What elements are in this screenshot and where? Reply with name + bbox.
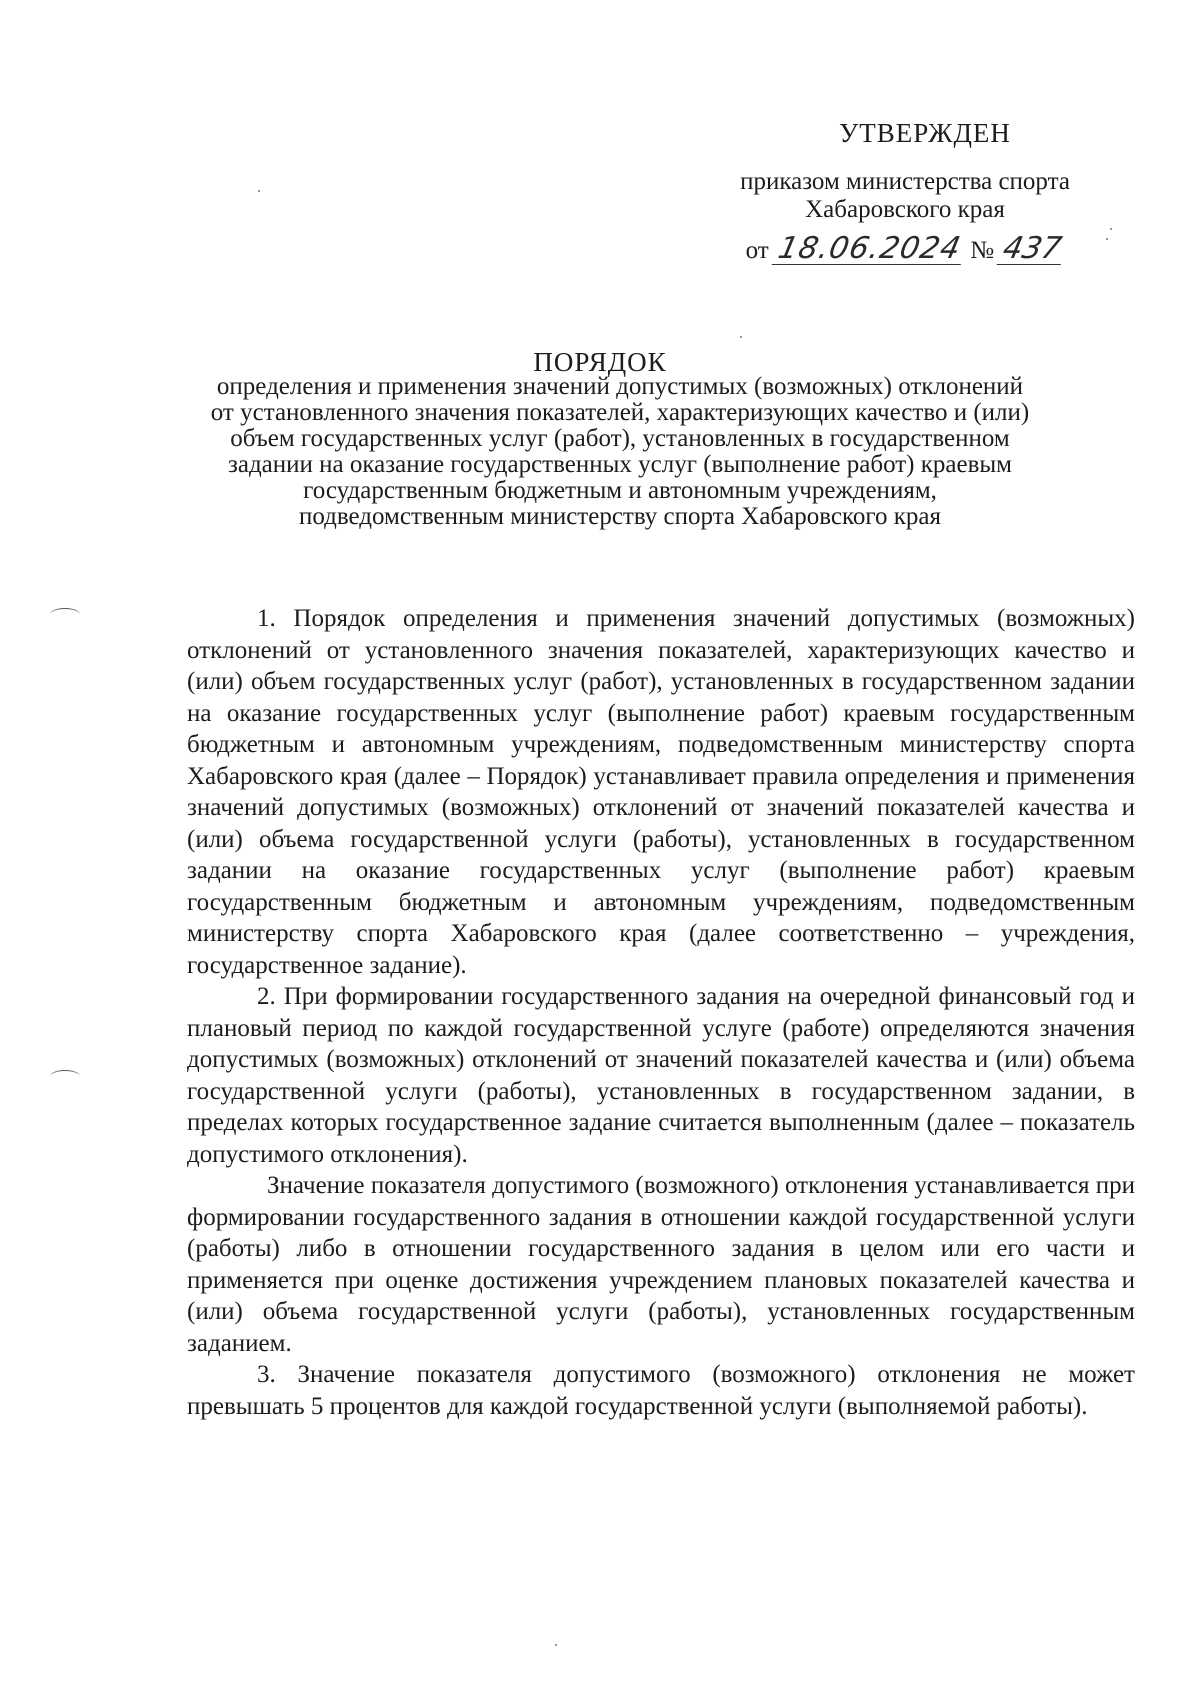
subtitle-line: задании на оказание государственных услуг (выполнение работ) краевым — [227, 451, 1013, 478]
scan-hole-mark — [50, 608, 80, 621]
approval-order — [700, 168, 1110, 224]
paragraph-1: 1. Порядок определения и применения значений допустимых (возможных) отклонений от установленного значения показателей, характеризующих качество и (или) объем государственных услуг (работ), установленных в государственном задании на оказание государственных услуг (выполнение работ) краевым государственным бюджетным и автономным учреждениям, подведомственным министерству спорта Хабаровского края (далее – Порядок) устанавливает правила определения и применения значений допустимых (возможных) отклонений от значений показателей качества и (или) объема государственной услуги (работы), установленных в государственном задании на оказание государственных услуг (выполнение работ) краевым государственным бюджетным и автономным учреждениям, подведомственным министерству спорта Хабаровского края (далее соответственно – учреждения, государственное задание). — [187, 605, 1135, 979]
approval-date-line — [700, 231, 1110, 268]
scan-dot — [555, 1644, 557, 1646]
number-prefix: № — [970, 237, 995, 264]
subtitle-line: государственным бюджетным и автономным учреждениям, — [303, 477, 937, 504]
paragraph-2: 2. При формировании государственного задания на очередной финансовый год и плановый период по каждой государственной услуге (работе) определяются значения допустимых (возможных) отклонений от значений показателей качества и (или) объема государственной услуги (работы), установленных в государственном задании, в пределах которых государственное задание считается выполненным (далее – показатель допустимого отклонения). — [187, 983, 1135, 1168]
subtitle-line: объем государственных услуг (работ), установленных в государственном — [230, 425, 1010, 452]
subtitle-line: определения и применения значений допустимых (возможных) отклонений — [216, 373, 1024, 400]
scan-dot — [258, 190, 260, 192]
handwritten-date: 18.06.2024 — [772, 234, 968, 265]
document-body — [187, 603, 1135, 1422]
paragraph-3: 3. Значение показателя допустимого (возможного) отклонения не может превышать 5 процентов для каждой государственной услуги (выполняемой работы). — [187, 1361, 1135, 1420]
scan-hole-mark — [50, 1070, 80, 1083]
approval-order-line: приказом министерства спорта — [740, 168, 1070, 195]
date-prefix: от — [745, 237, 769, 264]
scan-dot — [740, 336, 742, 338]
document-title: ПОРЯДОК — [533, 347, 667, 377]
subtitle-line: от установленного значения показателей, характеризующих качество и (или) — [210, 399, 1030, 426]
approval-block — [700, 118, 1110, 268]
approval-title: УТВЕРЖДЕН — [839, 118, 1011, 148]
paragraph-2-continuation: Значение показателя допустимого (возможного) отклонения устанавливается при формировании государственного задания в отношении каждой государственной услуги (работы) либо в отношении государственного задания в целом или его части и применяется при оценке достижения учреждением плановых показателей качества и (или) объема государственной услуги (работы), установленных государственным заданием. — [187, 1172, 1135, 1357]
document-subtitle — [180, 374, 1060, 530]
scan-dot — [1110, 228, 1112, 230]
scan-dot — [1106, 238, 1108, 240]
approval-order-line: Хабаровского края — [805, 196, 1005, 223]
subtitle-line: подведомственным министерству спорта Хабаровского края — [298, 503, 941, 530]
handwritten-number: 437 — [997, 234, 1068, 265]
